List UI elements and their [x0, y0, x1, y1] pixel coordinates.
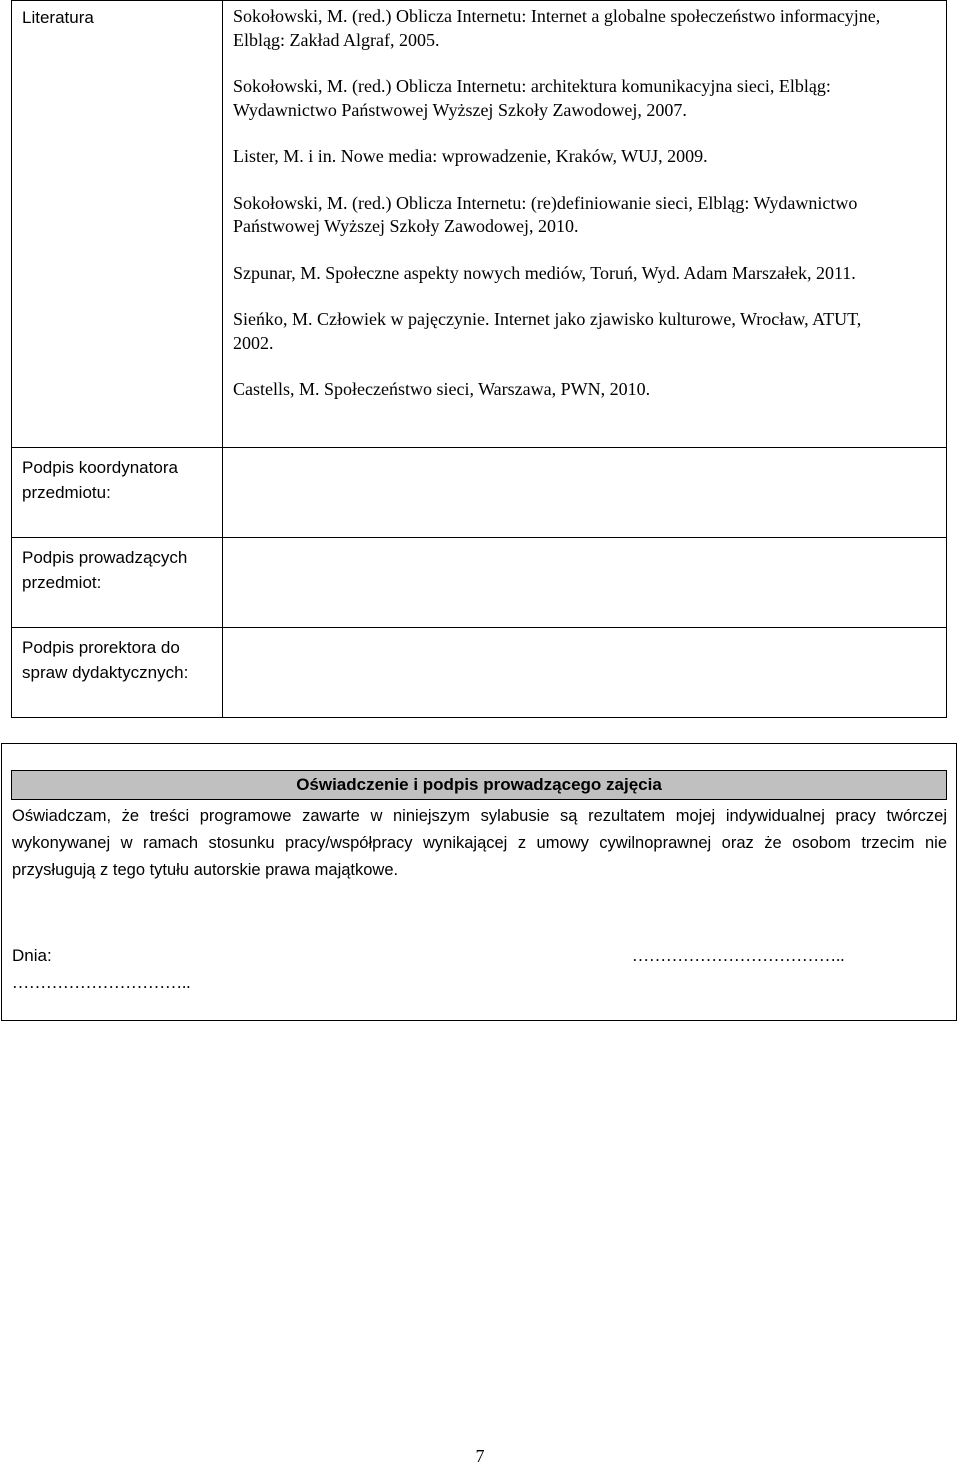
- coordinator-signature-label: Podpis koordynatora przedmiotu:: [22, 458, 178, 502]
- vice-rector-signature-row: [12, 628, 947, 718]
- teachers-signature-label: Podpis prowadzących przedmiot:: [22, 548, 188, 592]
- vice-rector-signature-label: Podpis prorektora do spraw dydaktycznych:: [22, 638, 189, 682]
- literature-label-cell: [12, 1, 223, 448]
- vice-rector-signature-label-cell: [12, 628, 223, 718]
- date-label: Dnia:: [12, 946, 52, 965]
- literature-item: Sokołowski, M. (red.) Oblicza Internetu: Internet a globalne społeczeństwo informacyjne, Elbląg: Zakład Algraf, 2005.: [233, 6, 881, 50]
- teachers-signature-label-cell: [12, 538, 223, 628]
- syllabus-table: [11, 0, 947, 718]
- page-number: 7: [475, 1446, 485, 1466]
- statement-header: Oświadczenie i podpis prowadzącego zajęcia: [11, 770, 947, 800]
- teachers-signature-field[interactable]: [223, 538, 947, 628]
- vice-rector-signature-field[interactable]: [223, 628, 947, 718]
- coordinator-signature-label-cell: [12, 448, 223, 538]
- date-field[interactable]: …………………………..: [12, 973, 191, 992]
- teachers-signature-row: [12, 538, 947, 628]
- literature-content-cell: [223, 1, 947, 448]
- literature-item: Sokołowski, M. (red.) Oblicza Internetu: (re)definiowanie sieci, Elbląg: Wydawnictwo Państwowej Wyższej Szkoły Zawodowej, 2010.: [233, 192, 858, 236]
- literature-row: [12, 1, 947, 448]
- literature-item: Lister, M. i in. Nowe media: wprowadzenie, Kraków, WUJ, 2009.: [233, 146, 708, 166]
- literature-list: [223, 1, 946, 402]
- coordinator-signature-field[interactable]: [223, 448, 947, 538]
- coordinator-signature-row: [12, 448, 947, 538]
- statement-box: [1, 743, 957, 1021]
- statement-text: Oświadczam, że treści programowe zawarte w niniejszym sylabusie są rezultatem mojej indywidualnej pracy twórczej wykonywanej w ramach stosunku pracy/współpracy wynikającej z umowy cywilnoprawnej oraz że osobom trzecim nie przysługują z tego tytułu autorskie prawa majątkowe.: [12, 807, 947, 879]
- literature-item: Castells, M. Społeczeństwo sieci, Warszawa, PWN, 2010.: [233, 379, 651, 399]
- literature-item: Sokołowski, M. (red.) Oblicza Internetu: architektura komunikacyjna sieci, Elbląg: Wydawnictwo Państwowej Wyższej Szkoły Zawodowej, 2007.: [233, 76, 831, 120]
- signature-field[interactable]: ………………………………..: [632, 946, 845, 965]
- literature-item: Sieńko, M. Człowiek w pajęczynie. Internet jako zjawisko kulturowe, Wrocław, ATUT, 2002.: [233, 309, 862, 353]
- literature-item: Szpunar, M. Społeczne aspekty nowych mediów, Toruń, Wyd. Adam Marszałek, 2011.: [233, 262, 856, 283]
- literature-label: Literatura: [22, 8, 94, 27]
